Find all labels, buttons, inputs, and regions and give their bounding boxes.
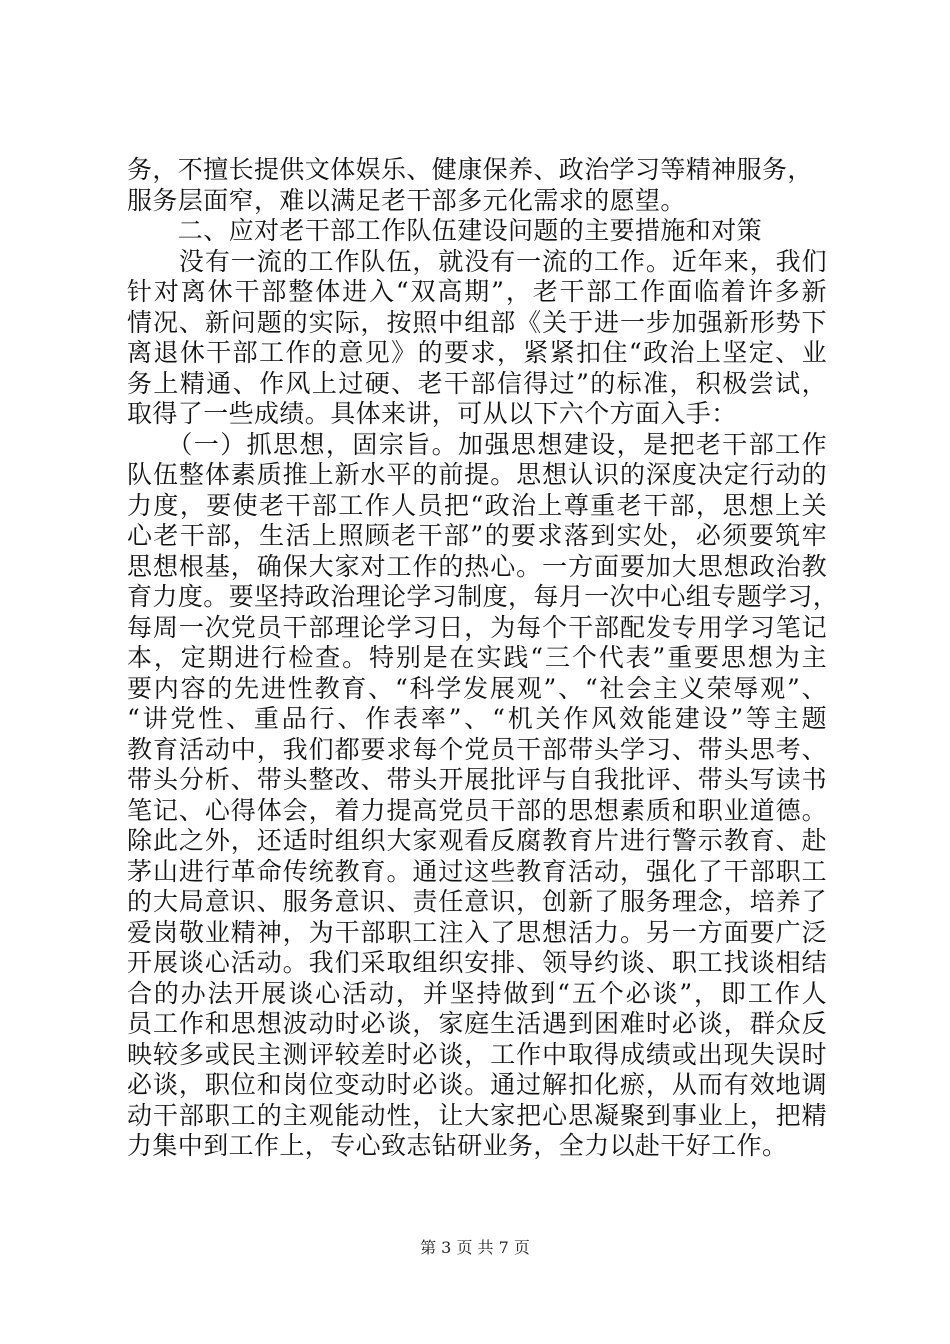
text-line: 服务层面窄，难以满足老干部多元化需求的愿望。 — [127, 185, 686, 215]
page-number-footer: 第 3 页 共 7 页 — [420, 1238, 530, 1257]
text-line: 力度，要使老干部工作人员把“政治上尊重老干部，思想上关 — [127, 490, 827, 520]
text-line: 笔记、心得体会，着力提高党员干部的思想素质和职业道德。 — [127, 795, 827, 825]
text-line: 没有一流的工作队伍，就没有一流的工作。近年来，我们 — [127, 246, 827, 276]
text-line: 除此之外，还适时组织大家观看反腐教育片进行警示教育、赴 — [127, 826, 827, 855]
text-line: 动干部职工的主观能动性，让大家把心思凝聚到事业上，把精 — [127, 1100, 827, 1130]
text-line: 茅山进行革命传统教育。通过这些教育活动，强化了干部职工 — [127, 856, 827, 886]
text-line: 力集中到工作上，专心致志钻研业务，全力以赴干好工作。 — [127, 1131, 788, 1160]
text-line: 员工作和思想波动时必谈，家庭生活遇到困难时必谈，群众反 — [127, 1009, 827, 1038]
text-line: 开展谈心活动。我们采取组织安排、领导约谈、职工找谈相结 — [127, 948, 827, 977]
text-line: 映较多或民主测评较差时必谈，工作中取得成绩或出现失误时 — [127, 1039, 827, 1069]
text-line: 针对离休干部整体进入“双高期”，老干部工作面临着许多新 — [127, 277, 827, 306]
text-line: 教育活动中，我们都要求每个党员干部带头学习、带头思考、 — [127, 734, 827, 764]
text-line: 必谈，职位和岗位变动时必谈。通过解扣化瘀，从而有效地调 — [127, 1070, 827, 1099]
text-line: 离退休干部工作的意见》的要求，紧紧扣住“政治上坚定、业 — [127, 338, 827, 367]
text-line: 情况、新问题的实际，按照中组部《关于进一步加强新形势下 — [127, 307, 827, 337]
text-line: 务，不擅长提供文体娱乐、健康保养、政治学习等精神服务， — [127, 155, 813, 184]
section-heading: 二、应对老干部工作队伍建设问题的主要措施和对策 — [127, 216, 763, 245]
text-line: 爱岗敬业精神，为干部职工注入了思想活力。另一方面要广泛 — [127, 917, 827, 947]
text-line: 要内容的先进性教育、“科学发展观”、“社会主义荣辱观”、 — [127, 673, 827, 703]
text-line: 每周一次党员干部理论学习日，为每个干部配发专用学习笔记 — [127, 612, 827, 642]
text-line: 带头分析、带头整改、带头开展批评与自我批评、带头写读书 — [127, 765, 827, 794]
text-line: 心老干部，生活上照顾老干部”的要求落到实处，必须要筑牢 — [127, 521, 827, 550]
text-line: 合的办法开展谈心活动，并坚持做到“五个必谈”，即工作人 — [127, 978, 827, 1008]
text-line: 思想根基，确保大家对工作的热心。一方面要加大思想政治教 — [127, 551, 827, 581]
text-line: 育力度。要坚持政治理论学习制度，每月一次中心组专题学习， — [127, 582, 839, 611]
text-line: 本，定期进行检查。特别是在实践“三个代表”重要思想为主 — [127, 643, 827, 672]
text-line: （一）抓思想，固宗旨。加强思想建设，是把老干部工作 — [127, 429, 827, 459]
text-line: 务上精通、作风上过硬、老干部信得过”的标准，积极尝试， — [127, 368, 827, 398]
text-line: 队伍整体素质推上新水平的前提。思想认识的深度决定行动的 — [127, 460, 827, 489]
text-line: 取得了一些成绩。具体来讲，可从以下六个方面入手： — [127, 399, 737, 428]
text-line: “讲党性、重品行、作表率”、“机关作风效能建设”等主题 — [127, 704, 827, 733]
text-line: 的大局意识、服务意识、责任意识，创新了服务理念，培养了 — [127, 887, 827, 916]
body-text — [127, 155, 839, 1162]
